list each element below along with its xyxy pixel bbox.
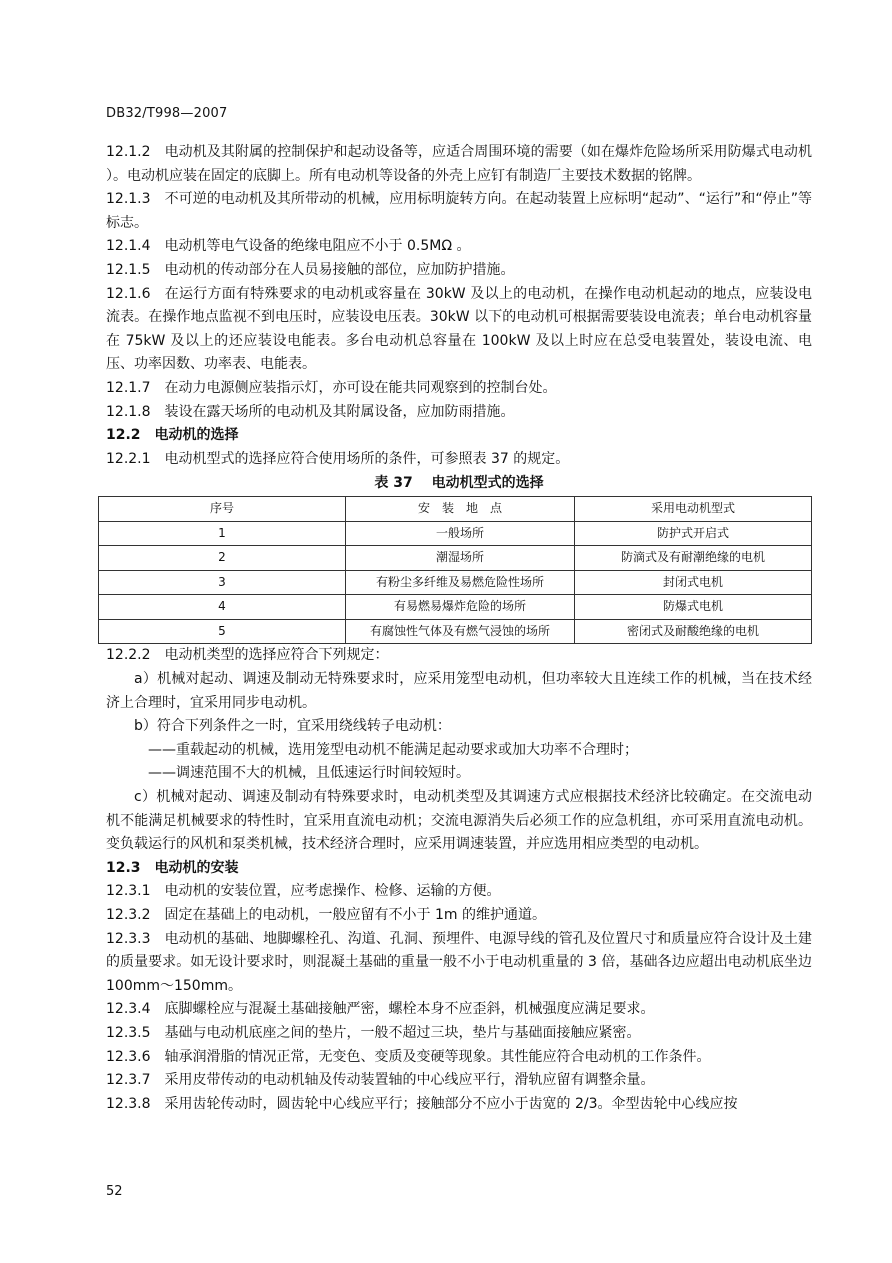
clause-number: 12.1.5 — [106, 261, 151, 278]
table-cell: 封闭式电机 — [575, 570, 812, 595]
clause-number: 12.3.2 — [106, 907, 151, 923]
clause-number: 12.3.1 — [106, 883, 151, 900]
table-cell: 4 — [99, 595, 346, 620]
clause-12-1-4 — [106, 235, 812, 259]
table-cell: 有腐蚀性气体及有燃气浸蚀的场所 — [346, 619, 575, 644]
clause-text: 在动力电源侧应装指示灯，亦可设在能共同观察到的控制台处。 — [164, 379, 557, 396]
table-row — [99, 619, 812, 644]
clause-12-1-5 — [106, 259, 812, 283]
clause-number: 12.3.4 — [106, 1001, 151, 1018]
clause-text: 在运行方面有特殊要求的电动机或容量在 30kW 及以上的电动机，在操作电动机起动的地点，应装设电流表。在操作地点监视不到电压时，应装设电压表。30kW 以下的电动机可根据需要装设电流表；单台电动机容量在 75kW 及以上的还应装设电能表。多台电动机总容量在 100kW 及以上时应在总受电装置处，装设电流、电压、功率因数、功率表、电能表。 — [106, 285, 812, 373]
clause-text: 轴承润滑脂的情况正常，无变色、变质及变硬等现象。其性能应符合电动机的工作条件。 — [164, 1048, 711, 1065]
section-heading-12-2 — [106, 424, 812, 448]
motor-type-table — [98, 496, 812, 645]
table-row — [99, 546, 812, 571]
clause-number: 12.2.2 — [106, 647, 151, 664]
table-header-row — [99, 496, 812, 521]
clause-12-3-7 — [106, 1069, 812, 1093]
table-cell: 有易燃易爆炸危险的场所 — [346, 595, 575, 620]
clause-text: 采用齿轮传动时，圆齿轮中心线应平行；接触部分不应小于齿宽的 2/3。伞型齿轮中心线应按 — [164, 1095, 738, 1112]
clause-number: 12.3.6 — [106, 1048, 151, 1065]
document-code-header: DB32/T998—2007 — [106, 106, 228, 121]
clause-number: 12.3.3 — [106, 930, 151, 947]
clause-text: 电动机型式的选择应符合使用场所的条件，可参照表 37 的规定。 — [164, 450, 570, 467]
table-cell: 2 — [99, 546, 346, 571]
clause-12-2-2 — [106, 644, 812, 668]
clause-12-3-8 — [106, 1093, 812, 1117]
clause-number: 12.1.2 — [106, 144, 151, 160]
clause-12-3-5 — [106, 1022, 812, 1046]
clause-number: 12.1.8 — [106, 403, 151, 420]
item-b: b）符合下列条件之一时，宜采用绕线转子电动机： — [134, 718, 451, 735]
clause-number: 12.1.4 — [106, 238, 151, 255]
column-header-motor-type: 采用电动机型式 — [575, 496, 812, 521]
clause-text: 装设在露天场所的电动机及其附属设备，应加防雨措施。 — [164, 403, 515, 420]
section-number: 12.3 — [106, 859, 141, 876]
section-title: 电动机的安装 — [154, 859, 239, 876]
clause-text: 固定在基础上的电动机，一般应留有不小于 1m 的维护通道。 — [164, 907, 546, 923]
item-c: c）机械对起动、调速及制动有特殊要求时，电动机类型及其调速方式应根据技术经济比较确定。在交流电动机不能满足机械要求的特性时，宜采用直流电动机；交流电源消失后必须工作的应急机组，亦可采用直流电动机。变负载运行的风机和泵类机械，技术经济合理时，应采用调速装置，并应选用相应类型的电动机。 — [106, 789, 812, 853]
table-cell: 5 — [99, 619, 346, 644]
table-title: 表 37 电动机型式的选择 — [374, 475, 544, 492]
clause-text: 电动机等电气设备的绝缘电阻应不小于 0.5MΩ 。 — [164, 238, 471, 255]
clause-text: 电动机的传动部分在人员易接触的部位，应加防护措施。 — [164, 261, 515, 278]
table-row — [99, 521, 812, 546]
clause-12-2-1 — [106, 448, 812, 472]
table-cell: 一般场所 — [346, 521, 575, 546]
table-row — [99, 595, 812, 620]
clause-text: 电动机的基础、地脚螺栓孔、沟道、孔洞、预埋件、电源导线的管孔及位置尺寸和质量应符合设计及土建的质量要求。如无设计要求时，则混凝土基础的重量一般不小于电动机重量的 3 倍，基础各边应超出电动机底坐边 100mm～150mm。 — [106, 930, 812, 994]
item-a: a）机械对起动、调速及制动无特殊要求时，应采用笼型电动机，但功率较大且连续工作的机械，当在技术经济上合理时，宜采用同步电动机。 — [106, 671, 812, 711]
clause-text: 基础与电动机底座之间的垫片，一般不超过三块，垫片与基础面接触应紧密。 — [164, 1024, 641, 1041]
clause-12-3-2 — [106, 904, 812, 928]
clause-12-1-7 — [106, 377, 812, 401]
clause-12-3-3 — [106, 928, 812, 999]
clause-number: 12.3.7 — [106, 1072, 151, 1089]
clause-text: 电动机的安装位置，应考虑操作、检修、运输的方便。 — [164, 883, 501, 900]
clause-12-1-8 — [106, 401, 812, 425]
table-cell: 密闭式及耐酸绝缘的电机 — [575, 619, 812, 644]
clause-text: 不可逆的电动机及其所带动的机械，应用标明旋转方向。在起动装置上应标明“起动”、“运行”和“停止”等标志。 — [106, 191, 812, 231]
clause-number: 12.3.8 — [106, 1095, 151, 1112]
column-header-location: 安 装 地 点 — [346, 496, 575, 521]
clause-number: 12.3.5 — [106, 1024, 151, 1041]
clause-12-3-4 — [106, 998, 812, 1022]
clause-12-3-1 — [106, 880, 812, 904]
table-cell: 潮湿场所 — [346, 546, 575, 571]
clause-number: 12.1.6 — [106, 285, 151, 302]
item-b-dash-1: ——重载起动的机械，选用笼型电动机不能满足起动要求或加大功率不合理时； — [148, 741, 638, 758]
clause-text: 采用皮带传动的电动机轴及传动装置轴的中心线应平行，滑轨应留有调整余量。 — [164, 1072, 655, 1089]
table-cell: 防爆式电机 — [575, 595, 812, 620]
clause-number: 12.1.7 — [106, 379, 151, 396]
clause-12-1-6 — [106, 283, 812, 377]
clause-text: 底脚螺栓应与混凝土基础接触严密，螺栓本身不应歪斜，机械强度应满足要求。 — [164, 1001, 655, 1018]
column-header-index: 序号 — [99, 496, 346, 521]
section-heading-12-3 — [106, 857, 812, 881]
table-cell: 有粉尘多纤维及易燃危险性场所 — [346, 570, 575, 595]
table-row — [99, 570, 812, 595]
clause-12-1-2 — [106, 141, 812, 188]
clause-text: 电动机类型的选择应符合下列规定： — [164, 647, 389, 664]
clause-text: 电动机及其附属的控制保护和起动设备等，应适合周围环境的需要（如在爆炸危险场所采用防爆式电动机 ）。电动机应装在固定的底脚上。所有电动机等设备的外壳上应钉有制造厂主要技术数据的铭牌。 — [106, 144, 812, 184]
document-body — [106, 141, 812, 1116]
table-cell: 防滴式及有耐潮绝缘的电机 — [575, 546, 812, 571]
item-b-dash-2: ——调速范围不大的机械，且低速运行时间较短时。 — [148, 765, 470, 782]
table-cell: 防护式开启式 — [575, 521, 812, 546]
clause-12-1-3 — [106, 188, 812, 235]
table-cell: 1 — [99, 521, 346, 546]
clause-12-3-6 — [106, 1046, 812, 1070]
section-title: 电动机的选择 — [154, 427, 239, 444]
section-number: 12.2 — [106, 427, 141, 444]
table-cell: 3 — [99, 570, 346, 595]
page-number: 52 — [106, 1184, 123, 1199]
clause-number: 12.2.1 — [106, 450, 151, 467]
clause-number: 12.1.3 — [106, 191, 151, 208]
